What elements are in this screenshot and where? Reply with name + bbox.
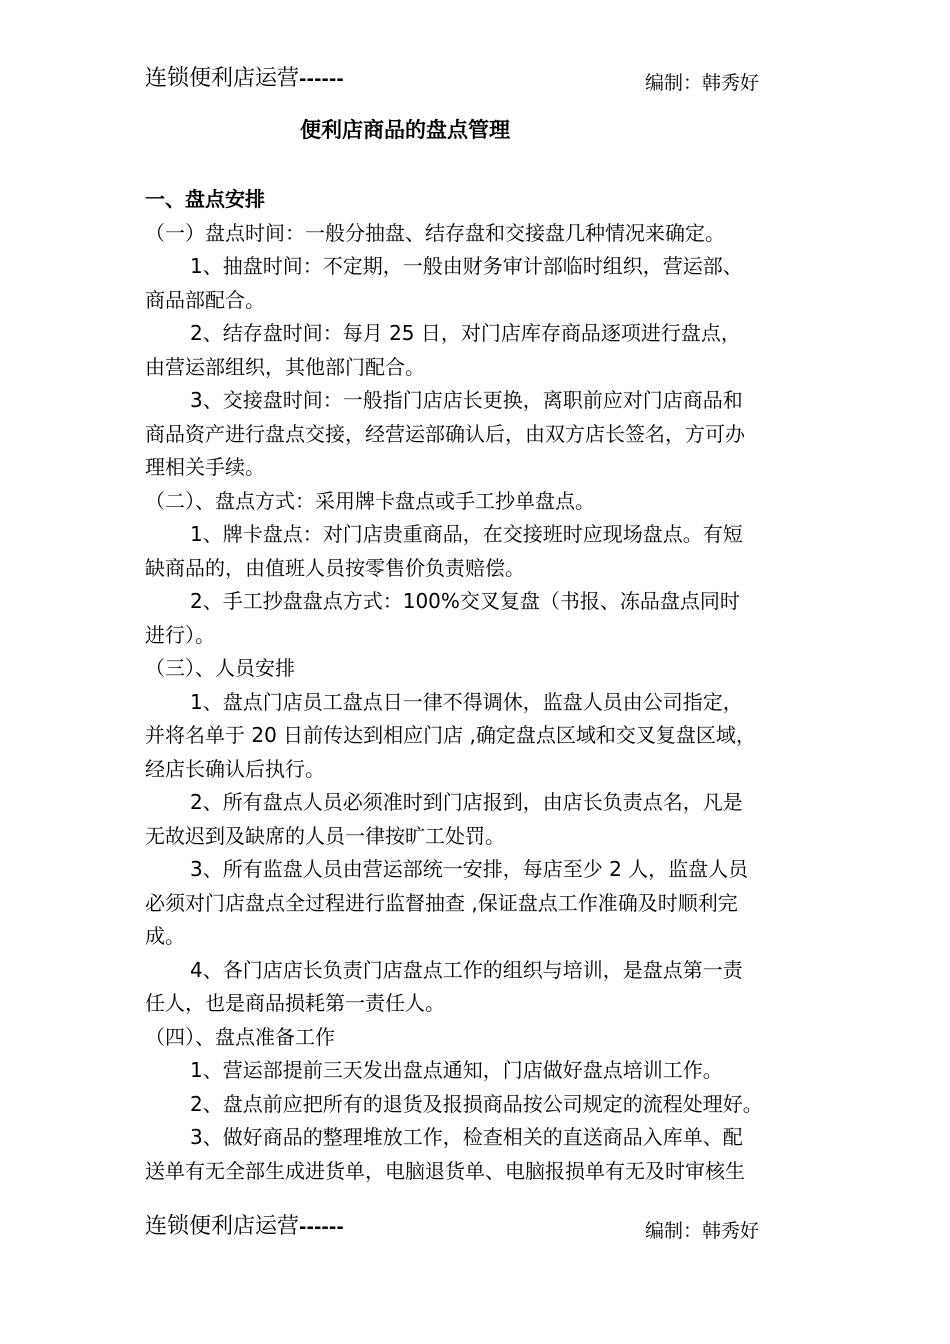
body-line: 2、盘点前应把所有的退货及报损商品按公司规定的流程处理好。 — [190, 1091, 763, 1116]
body-line: 1、牌卡盘点：对门店贵重商品，在交接班时应现场盘点。有短 — [190, 522, 743, 546]
document-body — [145, 183, 810, 1188]
body-line: 2、手工抄盘盘点方式：100%交叉复盘（书报、冻品盘点同时 — [190, 589, 740, 613]
page-footer — [145, 1212, 805, 1246]
body-line: 必须对门店盘点全过程进行监督抽查 ,保证盘点工作准确及时顺利完 — [145, 890, 738, 915]
footer-dashes: ------ — [299, 1217, 344, 1238]
body-line: 送单有无全部生成进货单，电脑退货单、电脑报损单有无及时审核生 — [145, 1158, 745, 1183]
footer-company — [145, 1212, 344, 1243]
body-line: 1、营运部提前三天发出盘点通知，门店做好盘点培训工作。 — [190, 1058, 723, 1082]
body-line: （一）盘点时间：一般分抽盘、结存盘和交接盘几种情况来确定。 — [145, 220, 725, 245]
section-heading: 一、盘点安排 — [145, 187, 265, 211]
body-line: 任人，也是商品损耗第一责任人。 — [145, 991, 445, 1015]
body-line: 商品部配合。 — [145, 287, 265, 312]
body-line: 2、结存盘时间：每月 25 日，对门店库存商品逐项进行盘点， — [190, 321, 741, 345]
body-line: 并将名单于 20 日前传达到相应门店 ,确定盘点区域和交叉复盘区域， — [145, 723, 756, 747]
body-line: 无故迟到及缺席的人员一律按旷工处罚。 — [145, 823, 505, 848]
body-line: 3、所有监盘人员由营运部统一安排，每店至少 2 人，监盘人员 — [190, 857, 749, 881]
body-line: （二）、盘点方式：采用牌卡盘点或手工抄单盘点。 — [145, 488, 595, 513]
body-line: （四）、盘点准备工作 — [145, 1024, 335, 1049]
header-company-text: 连锁便利店运营 — [145, 66, 300, 91]
header-author: 编制：韩秀好 — [645, 72, 760, 94]
body-line: 1、抽盘时间：不定期，一般由财务审计部临时组织，营运部、 — [190, 254, 743, 278]
header-dashes: ------ — [299, 69, 344, 90]
body-line: 由营运部组织，其他部门配合。 — [145, 354, 425, 379]
body-line: 理相关手续。 — [145, 455, 265, 479]
body-line: 缺商品的，由值班人员按零售价负责赔偿。 — [145, 555, 525, 580]
header-company — [145, 64, 344, 95]
footer-author: 编制：韩秀好 — [645, 1220, 760, 1242]
body-line: 商品资产进行盘点交接，经营运部确认后，由双方店长签名，方可办 — [145, 421, 745, 446]
body-line: 3、交接盘时间：一般指门店店长更换，离职前应对门店商品和 — [190, 388, 743, 412]
body-line: 2、所有盘点人员必须准时到门店报到，由店长负责点名，凡是 — [190, 790, 743, 814]
document-title: 便利店商品的盘点管理 — [300, 118, 510, 142]
body-line: 成。 — [145, 924, 185, 948]
body-line: （三）、人员安排 — [145, 656, 295, 680]
body-line: 3、做好商品的整理堆放工作，检查相关的直送商品入库单、配 — [190, 1125, 743, 1149]
body-line: 经店长确认后执行。 — [145, 756, 325, 781]
footer-company-text: 连锁便利店运营 — [145, 1214, 300, 1239]
body-line: 1、盘点门店员工盘点日一律不得调休，监盘人员由公司指定， — [190, 689, 743, 714]
body-line: 4、各门店店长负责门店盘点工作的组织与培训，是盘点第一责 — [190, 957, 743, 982]
page-header — [145, 64, 805, 98]
body-line: 进行）。 — [145, 622, 215, 647]
